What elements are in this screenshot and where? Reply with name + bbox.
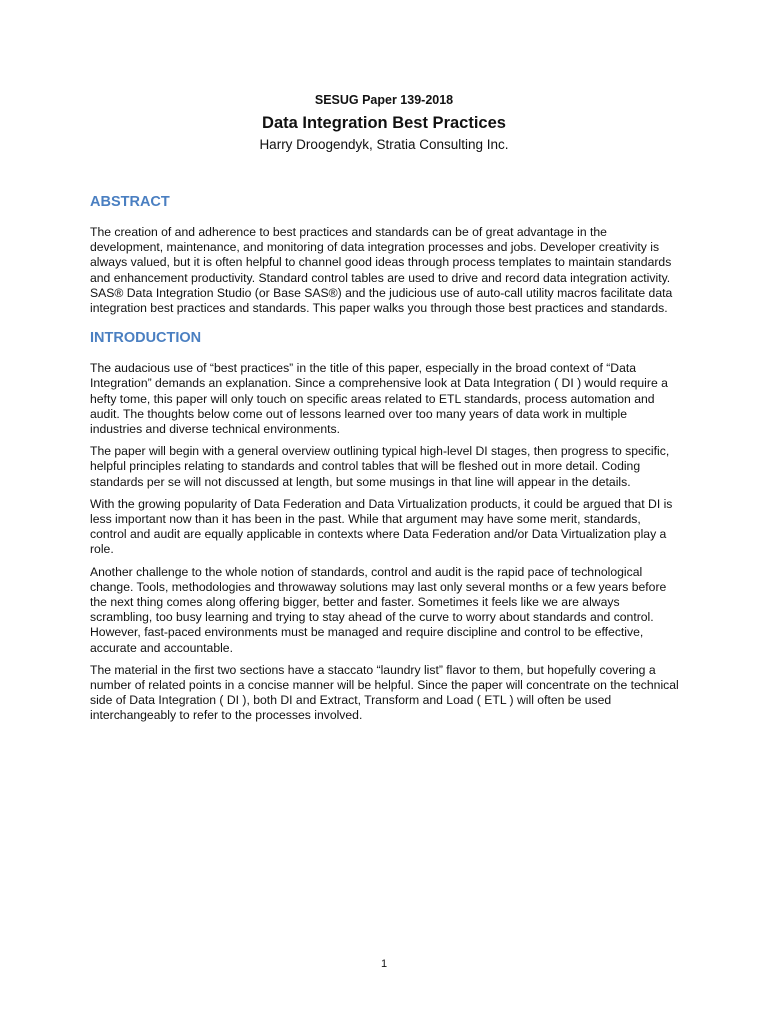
section-heading: ABSTRACT: [90, 194, 170, 210]
author-line: Harry Droogendyk, Stratia Consulting Inc.: [259, 137, 509, 152]
page-number: 1: [380, 958, 388, 970]
paper-id: SESUG Paper 139-2018: [314, 93, 454, 107]
section-abstract: [90, 192, 680, 316]
paper-body: [90, 192, 680, 731]
section-heading: INTRODUCTION: [90, 330, 202, 347]
paper-title: Data Integration Best Practices: [262, 114, 506, 132]
paragraph: The paper will begin with a general overview outlining typical high-level DI stages, then progress to specific, helpful principles relating to standards and control tables that will be fleshed out in more detail. Coding standards per se will not discussed at length, but some musings in that line will appear in the details.: [90, 444, 670, 489]
paragraph: Another challenge to the whole notion of standards, control and audit is the rapid pace of technological change. Tools, methodologies and throwaway solutions may last only several months or a few years before the next thing comes along offering bigger, better and faster. Sometimes it feels like we are always scrambling, too busy learning and trying to stay ahead of the curve to worry about standards and control. However, fast-paced environments must be managed and require discipline and control to be effective, accurate and accountable.: [90, 564, 667, 655]
paragraph: The material in the first two sections have a staccato “laundry list” flavor to them, but hopefully covering a number of related points in a concise manner will be helpful. Since the paper will concentrate on the technical side of Data Integration ( DI ), both DI and Extract, Transform and Load ( ETL ) will often be used interchangeably to refer to the processes involved.: [90, 662, 679, 723]
paragraph: The audacious use of “best practices” in the title of this paper, especially in the broad context of “Data Integration” demands an explanation. Since a comprehensive look at Data Integration ( DI ) would require a hefty tome, this paper will only touch on specific areas related to ETL standards, process automation and audit. The thoughts below come out of lessons learned over too many years of data work in multiple industries and diverse technical environments.: [90, 361, 668, 437]
paragraph: The creation of and adherence to best practices and standards can be of great advantage in the development, maintenance, and monitoring of data integration processes and jobs. Developer creativity is always valued, but it is often helpful to channel good ideas through process templates to maintain standards and enhancement productivity. Standard control tables are used to drive and record data integration activity. SAS® Data Integration Studio (or Base SAS®) and the judicious use of auto-call utility macros facilitate data integration best practices and standards. This paper walks you through those best practices and standards.: [90, 225, 673, 316]
paragraph: With the growing popularity of Data Federation and Data Virtualization products, it could be argued that DI is less important now than it has been in the past. While that argument may have some merit, standards, control and audit are equally applicable in contexts where Data Federation and/or Data Virtualization play a role.: [90, 496, 673, 557]
section-introduction: [90, 328, 680, 723]
